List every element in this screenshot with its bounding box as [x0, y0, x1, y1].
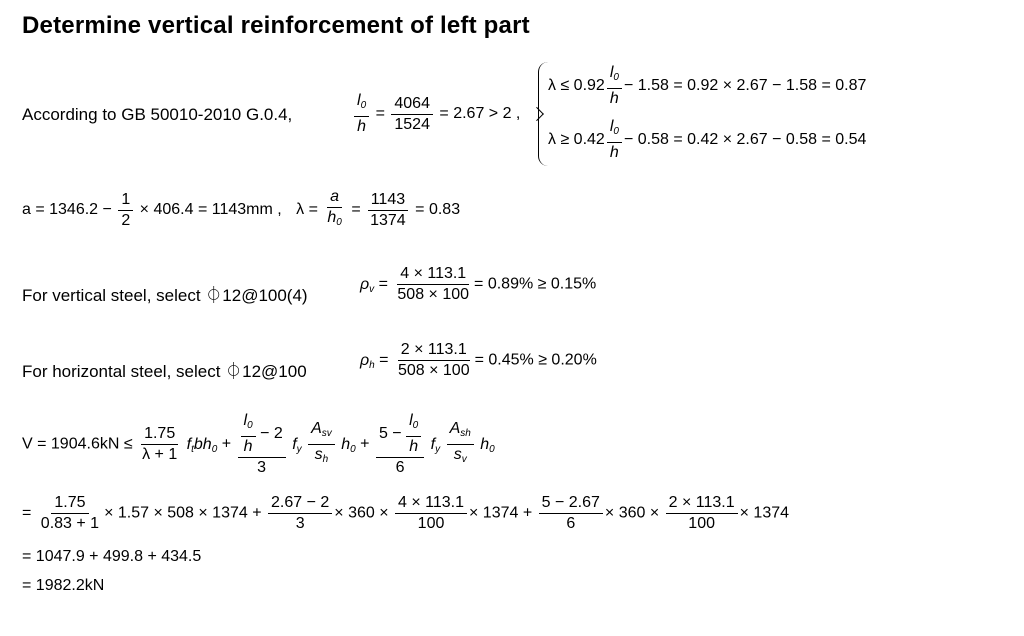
vertical-ratio-equation: $\rho_v$ = $\frac{4 \times 113.1}{508 \times 100}$ = 0.89% ≥ 0.15%	[360, 265, 597, 303]
horizontal-steel-text: For horizontal steel, select ⏀12@100	[22, 362, 307, 381]
ratio-denominator: 1524	[394, 115, 430, 133]
shear-span-equation: a = 1346.2 − $\frac{1}{2}$ × 406.4 = 1143mm , λ = $\frac{a}{h_0}$ = $\frac{1143}{1374}$ = 0.83	[22, 188, 461, 229]
result-line: = 1982.2kN	[22, 577, 105, 594]
lambda-numerator: 1143	[368, 191, 408, 211]
shear-capacity-formula: V = 1904.6kN ≤ $\frac{1.75}{\lambda + 1}$ $f_tbh_0$ + $\frac{l_0}{h}$ − 2 3 $f_y$ $\frac{A_{sv}}{s_h}$ $h_0$ + 5 − $\frac{l_0}{h}$ 6 $f_y$ $\frac{A_{sh}}{s_v}$ $h_0$	[22, 412, 495, 476]
code-reference-text: According to GB 50010-2010 G.0.4,	[22, 105, 293, 124]
horizontal-ratio-equation: $\rho_h$ = $\frac{2 \times 113.1}{508 \times 100}$ = 0.45% ≥ 0.20%	[360, 341, 597, 379]
lambda-result: = 0.83	[415, 201, 461, 219]
sum-line: = 1047.9 + 499.8 + 434.5	[22, 548, 202, 565]
substitution-equation: = $\frac{1.75}{0.83 + 1}$ × 1.57 × 508 × 1374 + $\frac{2.67 - 2}{3}$ × 360 × $\frac{4 \times 113.1}{100}$ × 1374 + $\frac{5 - 2.67}{6}$ × 360 × $\frac{2 \times 113.1}{100}$ × 1374	[22, 494, 790, 532]
lambda-lower-condition: λ ≥ 0.42 $\frac{l_0}{h}$ − 0.58 = 0.42 × 2.67 − 0.58 = 0.54	[548, 118, 867, 161]
lambda-denominator: 1374	[370, 211, 406, 229]
ratio-result: = 2.67 > 2 ,	[439, 105, 521, 123]
lambda-upper-condition: λ ≤ 0.92 $\frac{l_0}{h}$ − 1.58 = 0.92 × 2.67 − 1.58 = 0.87	[548, 64, 867, 107]
vertical-steel-text: For vertical steel, select ⏀12@100(4)	[22, 286, 308, 305]
page-title: Determine vertical reinforcement of left part	[22, 12, 530, 39]
ratio-numerator: 4064	[391, 95, 433, 115]
l0-over-h-fraction: $\frac{l_0}{h}$ = $\frac{4064}{1524}$ = 2.67 > 2 ,	[352, 92, 520, 136]
